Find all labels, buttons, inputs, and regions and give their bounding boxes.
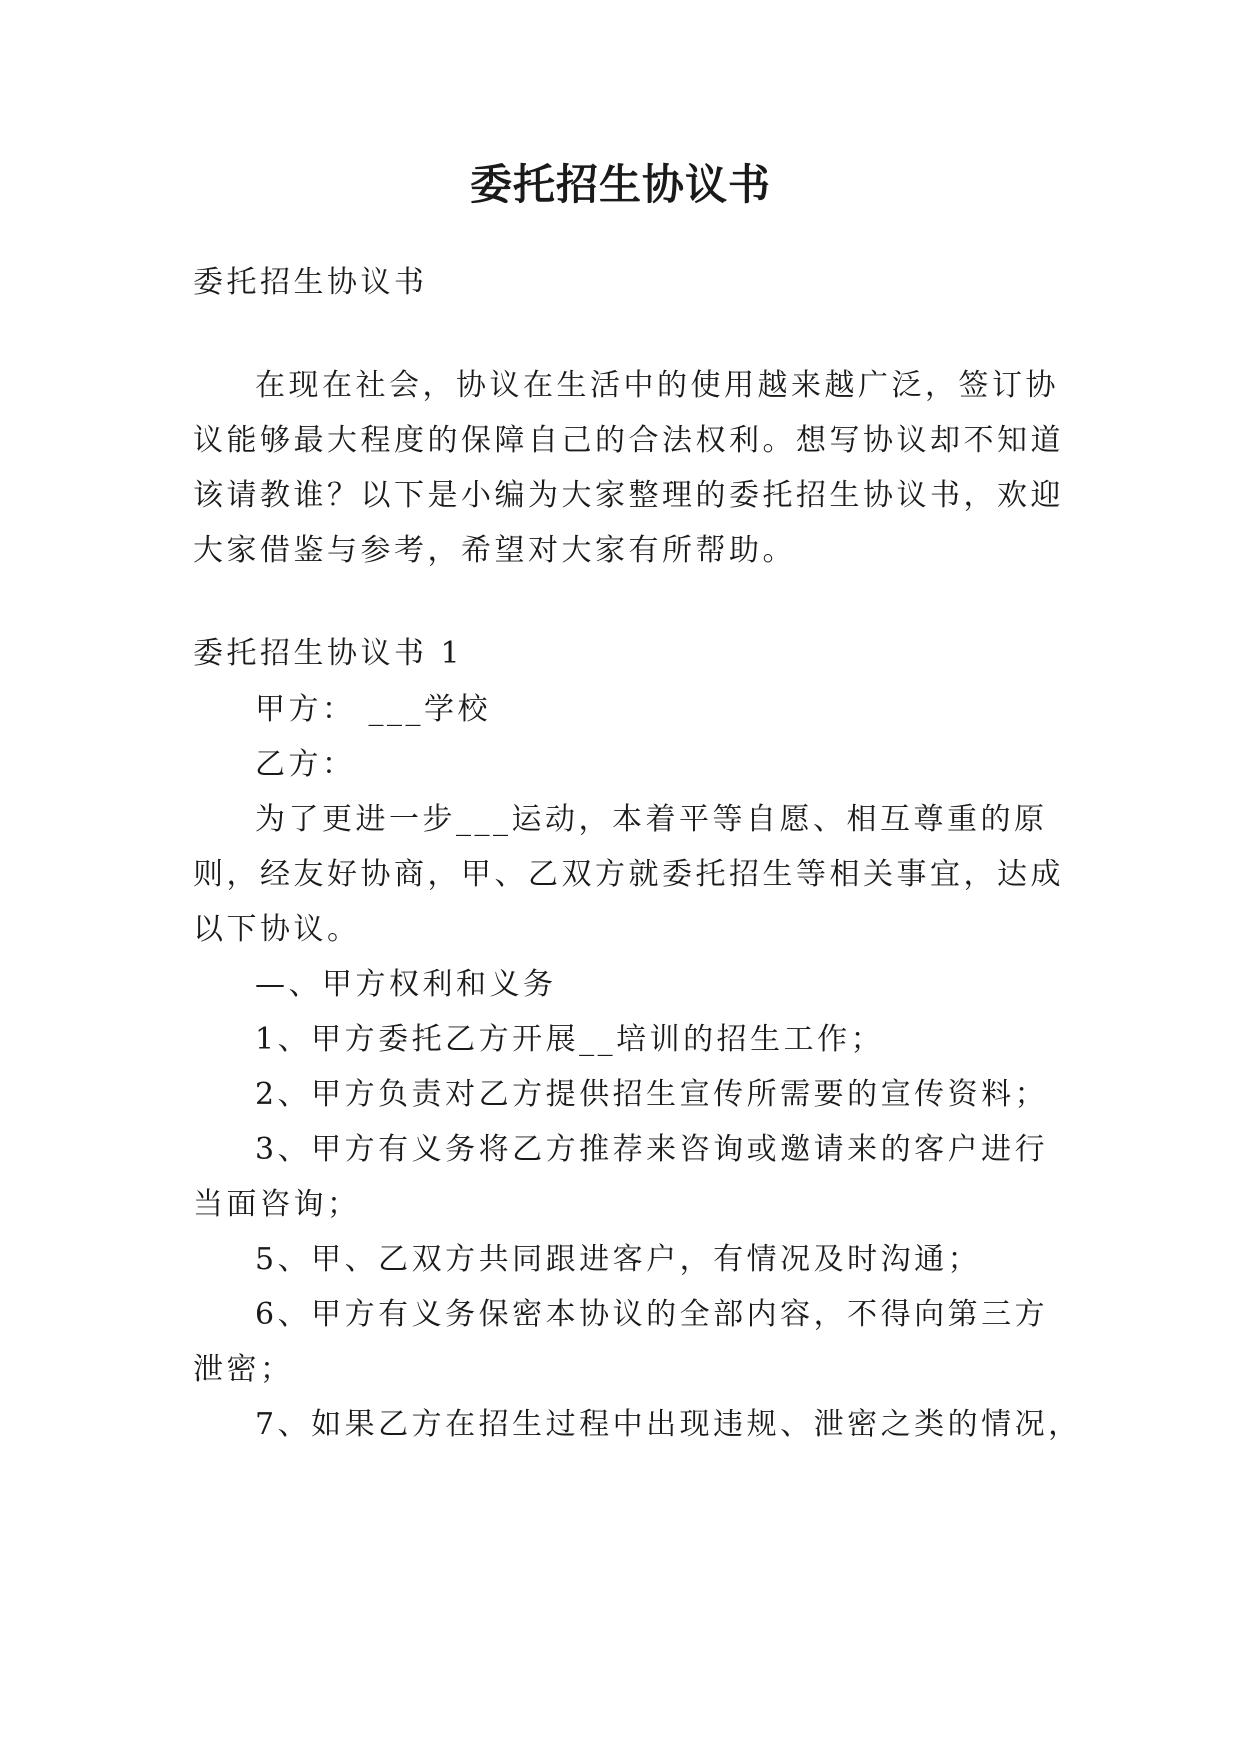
party-a-line: 甲方： ___学校 [255,692,492,727]
section-heading: 委托招生协议书 1 [193,636,464,671]
preamble-line: 则，经友好协商，甲、乙双方就委托招生等相关事宜，达成 [193,857,1064,892]
document-title: 委托招生协议书 [469,160,771,209]
intro-line: 该请教谁？以下是小编为大家整理的委托招生协议书，欢迎 [193,478,1064,513]
clause-line: 泄密； [193,1352,294,1387]
intro-line: 在现在社会，协议在生活中的使用越来越广泛，签订协 [255,368,1059,403]
clause-line: 6、甲方有义务保密本协议的全部内容，不得向第三方 [255,1297,1049,1332]
preamble-line: 以下协议。 [193,912,361,947]
clause-heading: —、甲方权利和义务 [255,967,557,1002]
clause-line: 5、甲、乙双方共同跟进客户，有情况及时沟通； [255,1242,982,1277]
clause-line: 当面咨询； [193,1187,361,1222]
party-b-line: 乙方： [255,747,356,782]
preamble-line: 为了更进一步___运动，本着平等自愿、相互尊重的原 [255,802,1048,837]
clause-line: 3、甲方有义务将乙方推荐来咨询或邀请来的客户进行 [255,1132,1049,1167]
clause-line: 1、甲方委托乙方开展__培训的招生工作； [255,1022,885,1057]
document-subtitle: 委托招生协议书 [193,265,428,300]
clause-line: 7、如果乙方在招生过程中出现违规、泄密之类的情况， [255,1407,1082,1442]
clause-line: 2、甲方负责对乙方提供招生宣传所需要的宣传资料； [255,1077,1049,1112]
intro-line: 大家借鉴与参考，希望对大家有所帮助。 [193,533,796,568]
intro-line: 议能够最大程度的保障自己的合法权利。想写协议却不知道 [193,423,1064,458]
